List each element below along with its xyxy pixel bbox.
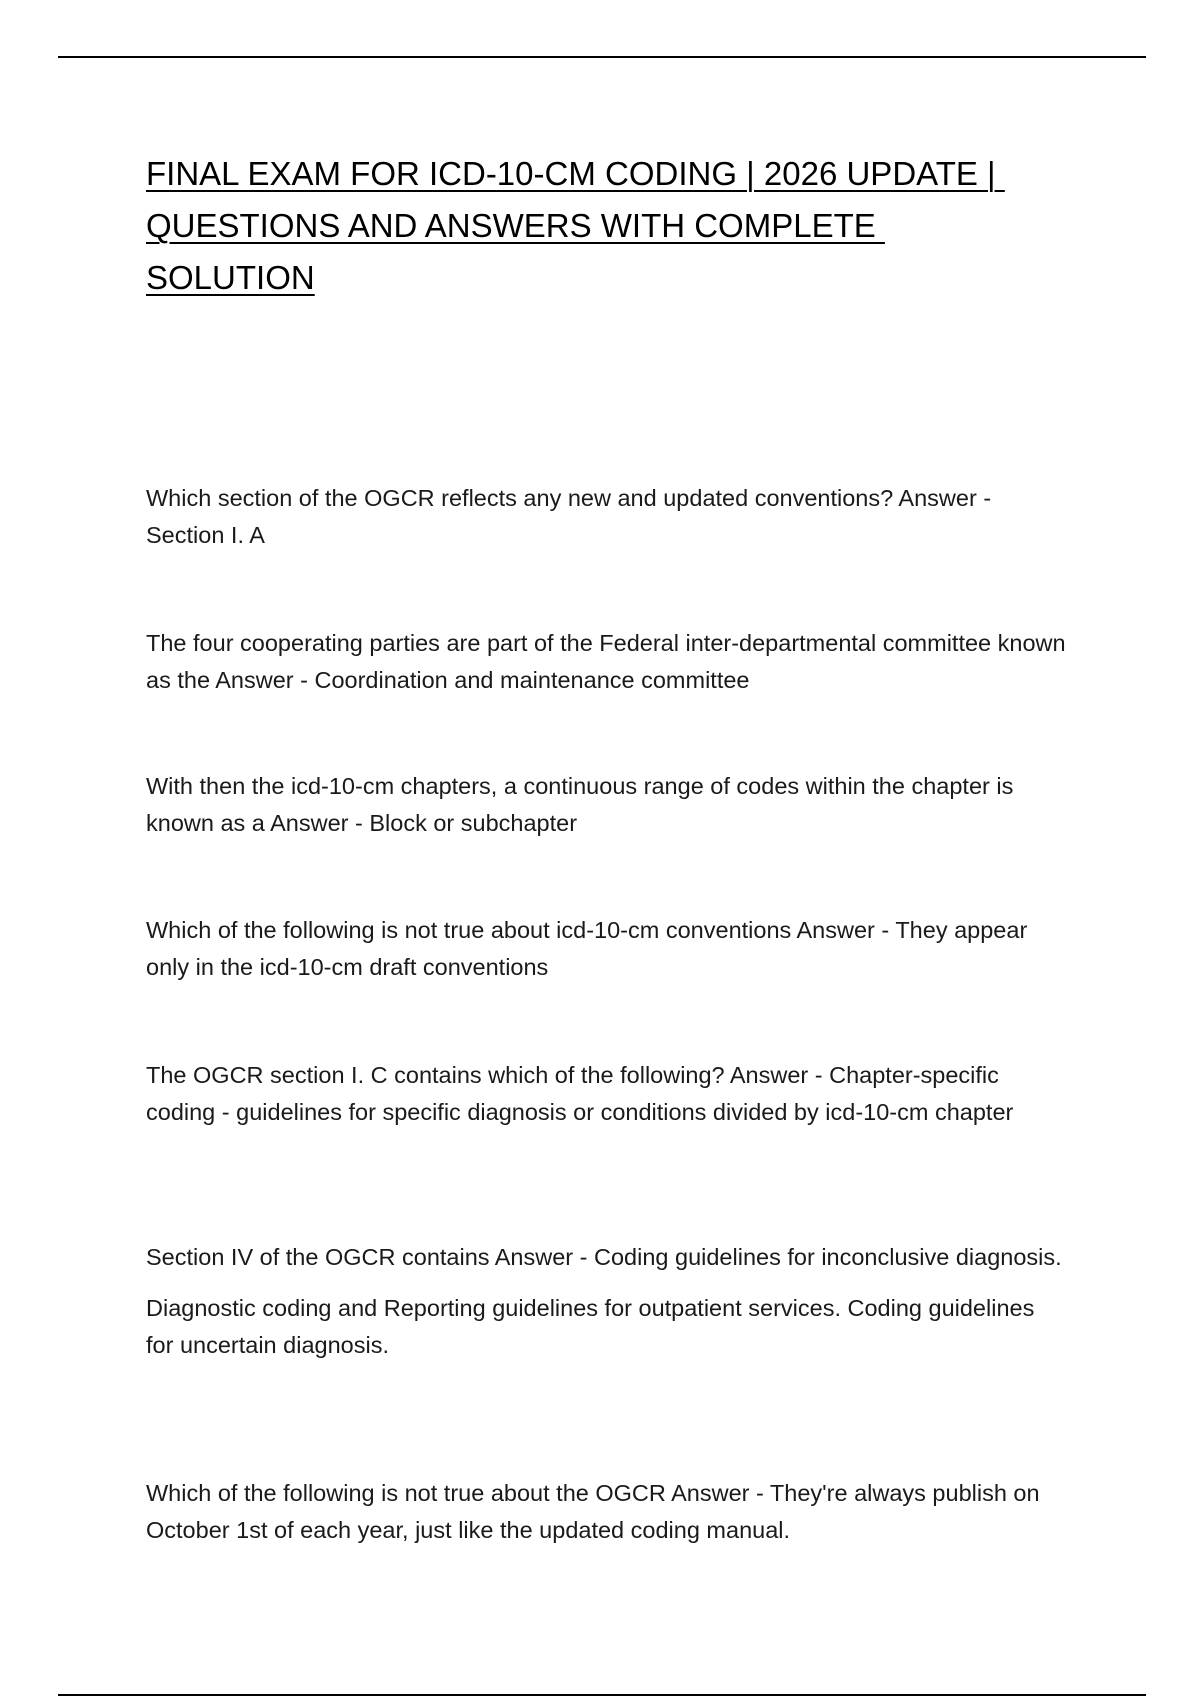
qa-text: The four cooperating parties are part of the Federal inter-departmental committee known as the Answer - Coordination and maintenance committee bbox=[146, 630, 1066, 693]
qa-text: The OGCR section I. C contains which of the following? Answer - Chapter-specific coding - guidelines for specific diagnosis or conditions divided by icd-10-cm chapter bbox=[146, 1062, 1014, 1125]
title-line: QUESTIONS AND ANSWERS WITH COMPLETE bbox=[146, 207, 885, 244]
qa-item bbox=[146, 768, 1066, 842]
qa-text: With then the icd-10-cm chapters, a continuous range of codes within the chapter is known as a Answer - Block or subchapter bbox=[146, 773, 1014, 836]
qa-text: Diagnostic coding and Reporting guidelines for outpatient services. Coding guidelines for uncertain diagnosis. bbox=[146, 1295, 1035, 1358]
qa-item bbox=[146, 625, 1066, 699]
title-line: FINAL EXAM FOR ICD-10-CM CODING | 2026 UPDATE | bbox=[146, 155, 1005, 192]
qa-item bbox=[146, 1475, 1066, 1549]
qa-text: Which of the following is not true about icd-10-cm conventions Answer - They appear only in the icd-10-cm draft conventions bbox=[146, 917, 1028, 980]
title-line: SOLUTION bbox=[146, 259, 315, 296]
qa-text: Section IV of the OGCR contains Answer - Coding guidelines for inconclusive diagnosis. bbox=[146, 1244, 1062, 1270]
qa-item bbox=[146, 1239, 1066, 1364]
qa-text: Which section of the OGCR reflects any new and updated conventions? Answer - Section I. A bbox=[146, 485, 992, 548]
qa-item bbox=[146, 480, 1066, 554]
qa-item bbox=[146, 912, 1066, 986]
document-title bbox=[146, 148, 1076, 304]
qa-item bbox=[146, 1057, 1066, 1131]
footer-rule bbox=[58, 1694, 1146, 1696]
header-rule bbox=[58, 56, 1146, 58]
qa-text: Which of the following is not true about the OGCR Answer - They're always publish on October 1st of each year, just like the updated coding manual. bbox=[146, 1480, 1040, 1543]
